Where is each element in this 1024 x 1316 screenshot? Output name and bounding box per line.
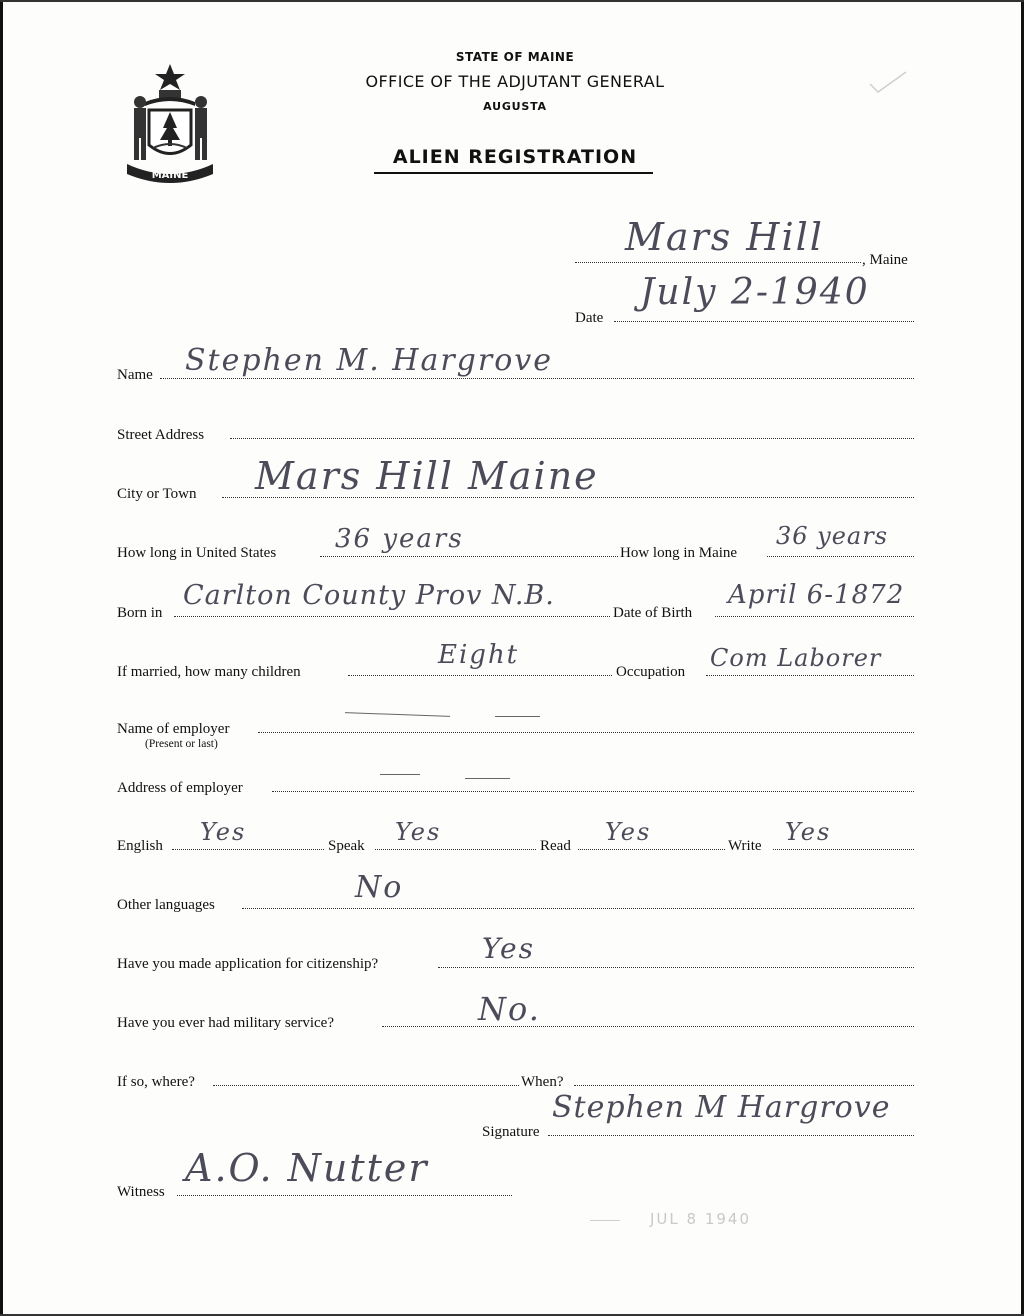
if-so-where-label: If so, where? [117,1074,195,1090]
write-line [773,849,914,850]
street-address-line [230,438,914,439]
employer-name-line [258,732,914,733]
how-long-maine-label: How long in Maine [620,545,738,561]
occupation-value: Com Laborer [710,644,882,672]
state-heading: STATE OF MAINE [455,50,575,64]
how-long-maine-line [767,556,914,557]
when-label: When? [521,1074,564,1090]
street-address-label: Street Address [117,427,205,443]
city-heading: AUGUSTA [483,100,547,113]
if-so-where-line [213,1085,519,1086]
military-line [382,1026,914,1027]
town-line [575,262,861,263]
employer-address-dash-2 [465,778,510,779]
write-label: Write [728,838,762,854]
children-label: If married, how many children [117,664,301,680]
date-line [614,321,914,322]
how-long-us-label: How long in United States [117,545,277,561]
top-border [0,0,1024,2]
english-label: English [117,838,163,854]
date-value: July 2-1940 [640,272,870,313]
how-long-maine-value: 36 years [776,522,889,550]
citizenship-label: Have you made application for citizenship? [117,956,379,972]
read-label: Read [540,838,571,854]
military-label: Have you ever had military service? [117,1015,334,1031]
children-line [348,675,612,676]
how-long-us-line [320,556,618,557]
town-value: Mars Hill [625,215,824,259]
speak-label: Speak [328,838,365,854]
name-label: Name [117,367,153,383]
employer-name-dash [345,712,450,717]
maine-suffix-label: , Maine [862,252,908,268]
occupation-label: Occupation [616,664,686,680]
employer-address-label: Address of employer [117,780,243,796]
witness-line [177,1195,512,1196]
date-of-birth-line [715,616,914,617]
english-value: Yes [200,818,247,846]
date-of-birth-value: April 6-1872 [728,580,905,610]
employer-address-dash [380,774,420,775]
employer-sub-label: (Present or last) [145,738,218,750]
date-label: Date [575,310,604,326]
left-border [0,0,3,1316]
name-value: Stephen M. Hargrove [185,343,553,378]
date-of-birth-label: Date of Birth [613,605,693,621]
how-long-us-value: 36 years [335,524,464,554]
signature-label: Signature [482,1124,540,1140]
title-underline [374,172,653,174]
employer-address-line [272,791,914,792]
occupation-line [706,675,914,676]
born-in-value: Carlton County Prov N.B. [183,580,555,611]
read-value: Yes [605,818,652,846]
born-in-label: Born in [117,605,163,621]
when-line [574,1085,914,1086]
employer-name-label: Name of employer [117,721,230,737]
received-stamp: JUL 8 1940 [650,1210,752,1228]
witness-label: Witness [117,1184,165,1200]
signature-value: Stephen M Hargrove [552,1090,891,1125]
signature-line [548,1135,914,1136]
employer-name-dash-2 [495,716,540,717]
form-title: ALIEN REGISTRATION [392,146,638,168]
office-heading: OFFICE OF THE ADJUTANT GENERAL [365,72,665,91]
svg-text:MAINE: MAINE [151,170,189,181]
speak-value: Yes [395,818,442,846]
children-value: Eight [438,640,520,670]
other-languages-value: No [355,870,404,905]
citizenship-value: Yes [482,932,535,965]
english-line [172,849,324,850]
name-line [160,378,914,379]
read-line [578,849,725,850]
maine-state-seal [115,60,225,190]
witness-value: A.O. Nutter [185,1146,429,1190]
check-mark-icon [868,70,908,94]
stamp-mark [590,1220,620,1221]
born-in-line [174,616,610,617]
military-value: No. [478,990,541,1028]
speak-line [375,849,536,850]
other-languages-label: Other languages [117,897,215,913]
city-or-town-label: City or Town [117,486,197,502]
citizenship-line [438,967,914,968]
write-value: Yes [785,818,832,846]
city-or-town-value: Mars Hill Maine [255,454,599,498]
other-languages-line [242,908,914,909]
